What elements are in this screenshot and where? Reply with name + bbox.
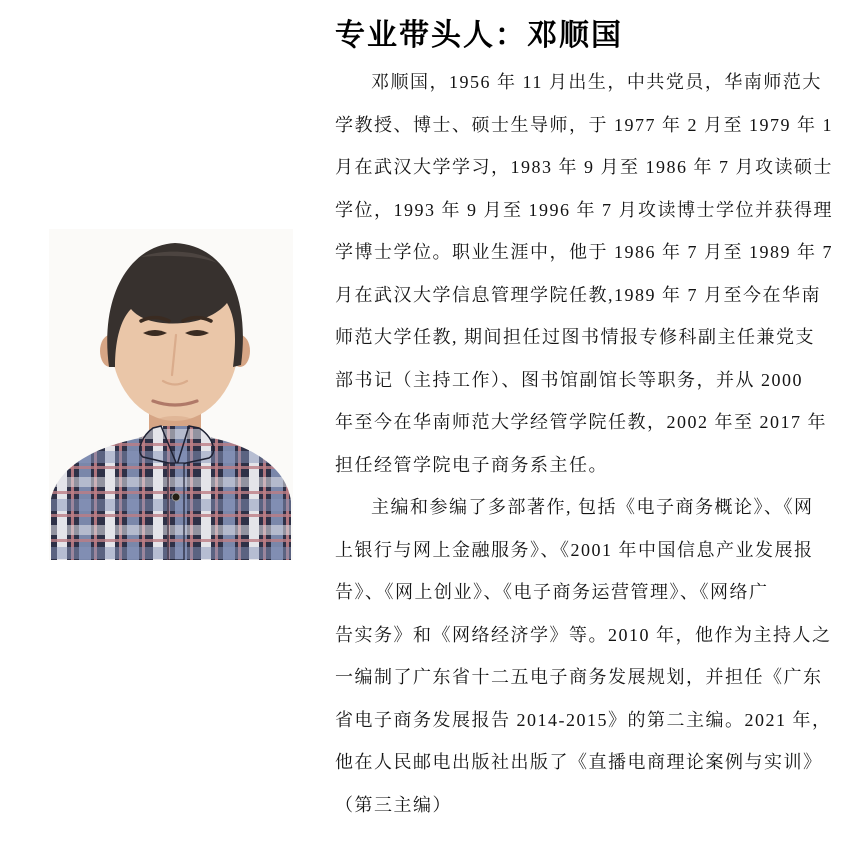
bio-paragraph-1 (335, 61, 857, 486)
bio-line: 担任经管学院电子商务系主任。 (335, 454, 608, 475)
bio-line: 师范大学任教, 期间担任过图书情报专修科副主任兼党支 (335, 327, 815, 347)
portrait-photo-graphic (49, 229, 293, 560)
page-title: 专业带头人：邓顺国 (335, 19, 623, 52)
portrait-photo (49, 229, 293, 560)
bio-line: 部书记（主持工作）、图书馆副馆长等职务，并从 2000 (335, 369, 803, 390)
bio-line: 年至今在华南师范大学经管学院任教，2002 年至 2017 年 (335, 412, 827, 432)
bio-line: （第三主编） (335, 794, 452, 815)
bio-line: 他在人民邮电出版社出版了《直播电商理论案例与实训》 (335, 752, 823, 772)
shirt-button (172, 493, 180, 501)
bio-line: 学位，1993 年 9 月至 1996 年 7 月攻读博士学位并获得理 (335, 199, 833, 220)
bio-line: 学博士学位。职业生涯中，他于 1986 年 7 月至 1989 年 7 (335, 242, 833, 262)
bio-line: 告实务》和《网络经济学》等。2010 年，他作为主持人之 (335, 624, 832, 645)
bio-line: 月在武汉大学信息管理学院任教,1989 年 7 月至今在华南 (335, 284, 821, 305)
chin-shade-shape (157, 416, 193, 426)
bio-line: 告》、《网上创业》、《电子商务运营管理》、《网络广 (335, 582, 769, 602)
bio-line: 主编和参编了多部著作, 包括《电子商务概论》、《网 (371, 497, 814, 517)
bio-line: 省电子商务发展报告 2014-2015》的第二主编。2021 年， (335, 709, 832, 730)
bio-paragraph-2 (335, 486, 857, 826)
bio-text (335, 61, 857, 826)
bio-line: 一编制了广东省十二五电子商务发展规划，并担任《广东 (335, 667, 823, 687)
bio-line: 月在武汉大学学习，1983 年 9 月至 1986 年 7 月攻读硕士 (335, 157, 833, 177)
bio-line: 邓顺国，1956 年 11 月出生，中共党员，华南师范大 (371, 72, 822, 92)
shirt-placket-shape (168, 463, 184, 560)
bio-line: 学教授、博士、硕士生导师，于 1977 年 2 月至 1979 年 1 (335, 114, 833, 135)
bio-line: 上银行与网上金融服务》、《2001 年中国信息产业发展报 (335, 539, 814, 560)
